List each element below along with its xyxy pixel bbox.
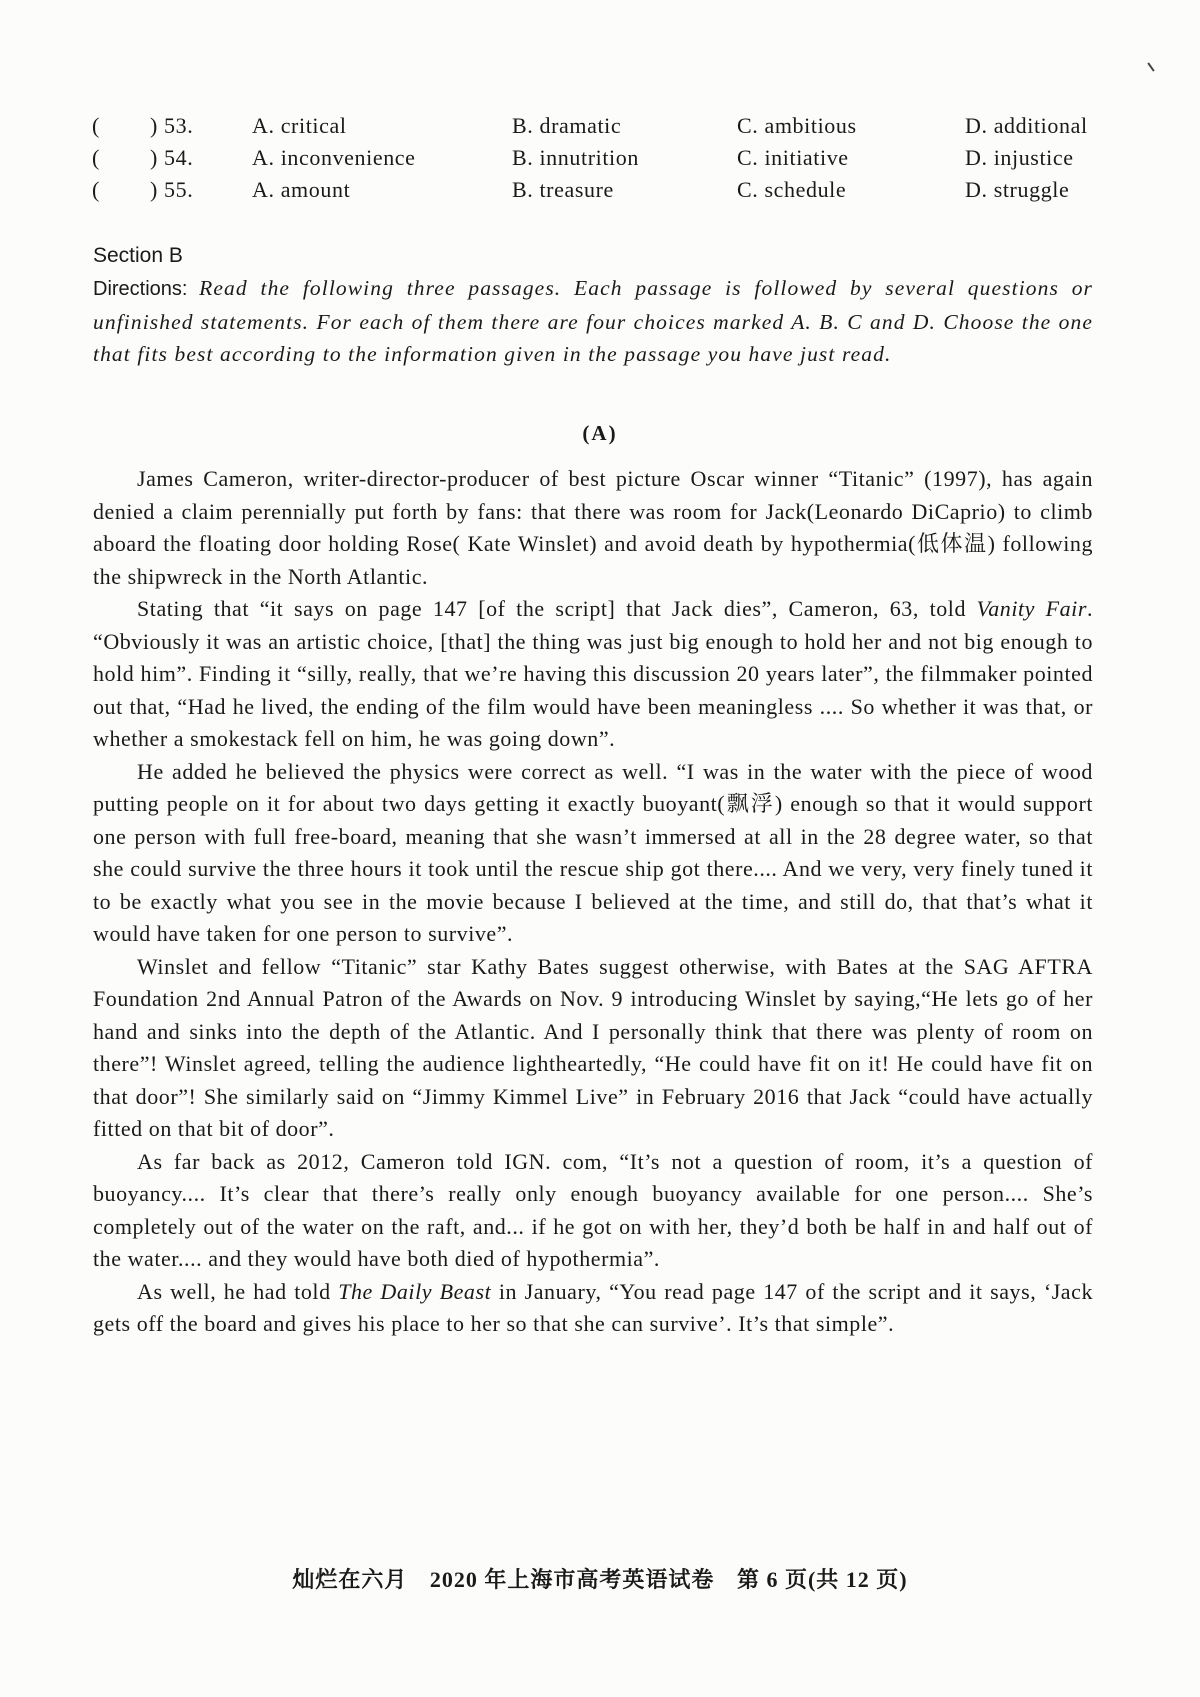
paragraph: James Cameron, writer-director-producer of best picture Oscar winner “Titanic” (1997), has again denied a claim perennially put forth by fans: that there was room for Jack(Leonardo DiCaprio) to climb aboard the floating door holding Rose( Kate Winslet) and avoid death by hypothermia(低体温) following the shipwreck in the North Atlantic. [93, 466, 1093, 589]
directions-text: Read the following three passages. Each passage is followed by several questions or unfinished statements. For each of them there are four choices marked A. B. C and D. Choose the one that fits best according to the information given in the passage you have just read. [93, 276, 1094, 366]
option-a: A. critical [252, 113, 347, 138]
option-b: B. innutrition [512, 145, 639, 170]
question-row [92, 142, 1102, 174]
stray-mark [1147, 62, 1154, 71]
question-row [92, 174, 1102, 206]
section-title: Section B [93, 244, 183, 267]
paragraph: Winslet and fellow “Titanic” star Kathy Bates suggest otherwise, with Bates at the SAG AFTRA Foundation 2nd Annual Patron of the Awards on Nov. 9 introducing Winslet by saying,“He lets go of her hand and sinks into the depth of the Atlantic. And I personally think that there was plenty of room on there”! Winslet agreed, telling the audience lightheartedly, “He could have fit on it! He could have fit on that door”! She similarly said on “Jimmy Kimmel Live” in February 2016 that Jack “could have actually fitted on that bit of door”. [93, 953, 1093, 1141]
question-number: 54. [164, 145, 194, 170]
option-c: C. initiative [737, 145, 849, 170]
page-footer [0, 1563, 1200, 1594]
answer-choices [92, 110, 1102, 206]
answer-blank: ( ) 54. [92, 145, 194, 170]
option-b: B. treasure [512, 177, 614, 202]
option-d: D. additional [965, 113, 1088, 138]
answer-blank: ( ) 53. [92, 113, 194, 138]
option-a: A. inconvenience [252, 145, 416, 170]
footer-page-number: 第 6 页(共 12 页) [736, 1567, 908, 1592]
directions-label: Directions: [93, 278, 188, 300]
passage-a [93, 463, 1093, 1341]
paragraph: He added he believed the physics were correct as well. “I was in the water with the piece of wood putting people on it for about two days getting it exactly buoyant(飘浮) enough so that it would support one person with full free-board, meaning that she wasn’t immersed at all in the 28 degree water, so that she could survive the three hours it took until the rescue ship got there.... And we very, very finely tuned it to be exactly what you see in the movie because I believed at the time, and still do, that that’s what it would have taken for one person to survive”. [93, 758, 1093, 946]
footer-exam-title: 2020 年上海市高考英语试卷 [429, 1567, 715, 1592]
option-b: B. dramatic [512, 113, 622, 138]
answer-blank: ( ) 55. [92, 177, 194, 202]
paragraph: As well, he had told The Daily Beast in January, “You read page 147 of the script and it says, ‘Jack gets off the board and gives his place to her so that she can survive’. It’s that simple”. [93, 1278, 1093, 1336]
publication-title: Vanity Fair [976, 596, 1087, 621]
question-row [92, 110, 1102, 142]
paragraph: Stating that “it says on page 147 [of the script] that Jack dies”, Cameron, 63, told Vanity Fair. “Obviously it was an artistic choice, [that] the thing was just big enough to hold her and not big enough to hold him”. Finding it “silly, really, that we’re having this discussion 20 years later”, the filmmaker pointed out that, “Had he lived, the ending of the film would have been meaningless .... So whether it was that, or whether a smokestack fell on him, he was going down”. [93, 596, 1093, 751]
directions [93, 272, 1093, 371]
option-d: D. struggle [965, 177, 1070, 202]
footer-slogan: 灿烂在六月 [292, 1567, 408, 1592]
paragraph: As far back as 2012, Cameron told IGN. com, “It’s not a question of room, it’s a question of buoyancy.... It’s clear that there’s really only enough buoyancy available for one person.... She’s completely out of the water on the raft, and... if he got on with her, they’d both be half in and half out of the water.... and they would have both died of hypothermia”. [93, 1148, 1093, 1271]
question-number: 53. [164, 113, 194, 138]
question-number: 55. [164, 177, 194, 202]
passage-label: (A) [582, 421, 618, 445]
option-c: C. ambitious [737, 113, 857, 138]
option-d: D. injustice [965, 145, 1074, 170]
publication-title: The Daily Beast [338, 1278, 492, 1304]
option-c: C. schedule [737, 177, 847, 202]
option-a: A. amount [252, 177, 351, 202]
